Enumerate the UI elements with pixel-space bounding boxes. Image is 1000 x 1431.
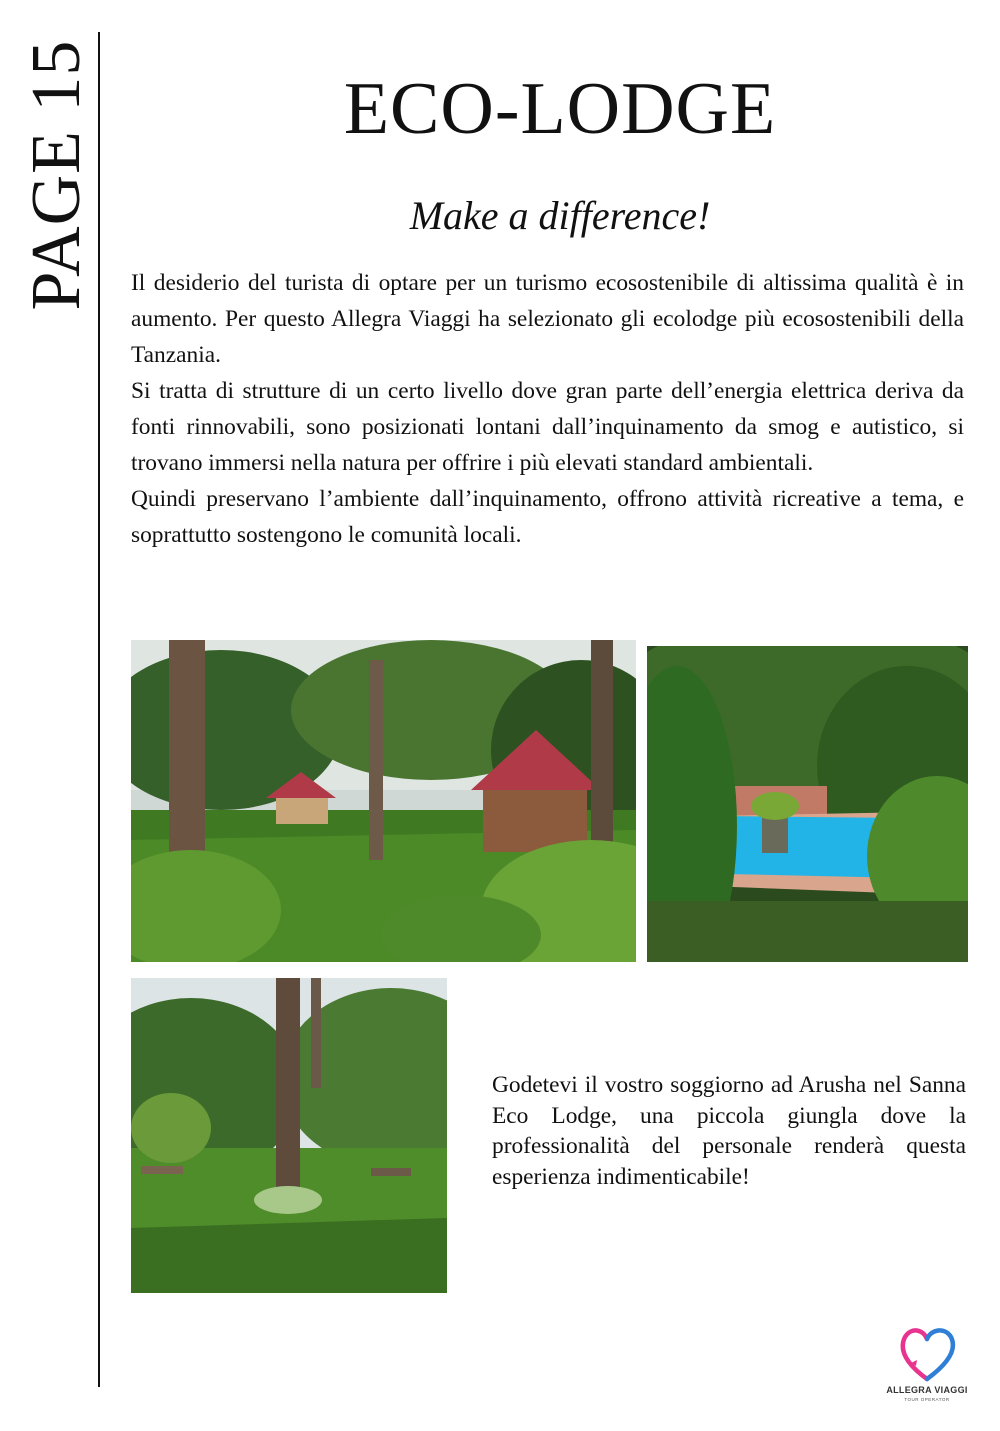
lodge-caption: Godetevi il vostro soggiorno ad Arusha nel Sanna Eco Lodge, una piccola giungla dove la professionalità del personale renderà questa esperienza indimenticabile! <box>492 1072 966 1190</box>
intro-text <box>131 265 964 553</box>
intro-paragraph: Quindi preservano l’ambiente dall’inquinamento, offrono attività ricreative a tema, e soprattutto sostengono le comunità locali. <box>131 486 964 548</box>
intro-paragraph: Il desiderio del turista di optare per un turismo ecosostenibile di altissima qualità è in aumento. Per questo Allegra Viaggi ha selezionato gli ecolodge più ecosostenibili della Tanzania. <box>131 270 964 368</box>
margin-divider-line <box>98 32 100 1387</box>
page-subtitle: Make a difference! <box>409 193 711 238</box>
intro-paragraph: Si tratta di strutture di un certo livello dove gran parte dell’energia elettrica deriva da fonti rinnovabili, sono posizionati lontani dall’inquinamento da smog e autistico, si trovano immersi nella natura per offrire i più elevati standard ambientali. <box>131 378 964 476</box>
photo-swimming-pool <box>647 646 968 962</box>
page-title: ECO-LODGE <box>343 68 777 150</box>
logo-brand-name: ALLEGRA VIAGGI <box>886 1385 968 1395</box>
logo-tagline: TOUR OPERATOR <box>904 1397 950 1402</box>
allegra-viaggi-logo <box>880 1325 974 1417</box>
photo-garden-lawn <box>131 978 447 1293</box>
photo-lodge-garden <box>131 640 636 962</box>
page-number-label: PAGE 15 <box>18 39 95 311</box>
heart-logo-icon <box>897 1325 957 1383</box>
